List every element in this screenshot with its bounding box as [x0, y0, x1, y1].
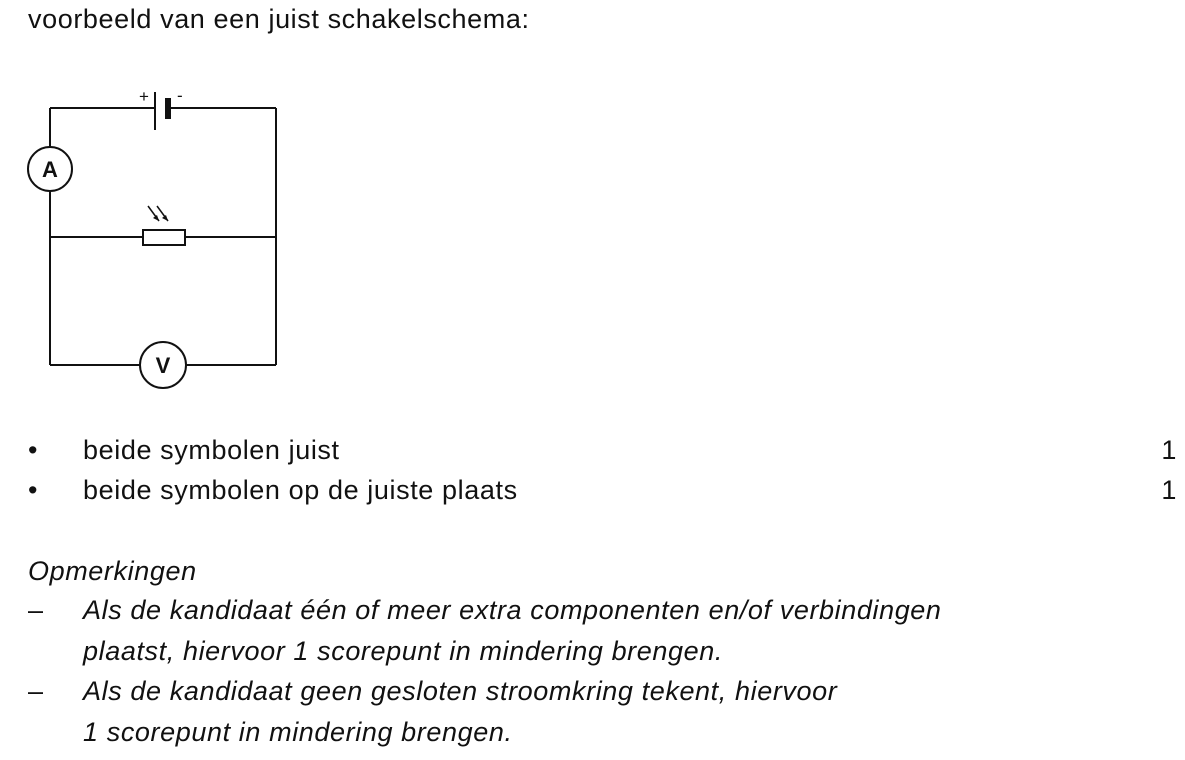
remark-line: 1 scorepunt in mindering brengen. — [83, 717, 513, 747]
criterion-text: beide symbolen juist — [83, 435, 340, 465]
battery-short-plate — [165, 98, 171, 119]
dash: – — [28, 676, 44, 706]
criterion-row — [0, 435, 1185, 475]
remarks-title: Opmerkingen — [28, 556, 197, 586]
voltmeter-label: V — [155, 353, 171, 378]
criterion-row — [0, 475, 1185, 515]
circuit-diagram — [22, 84, 292, 394]
battery-minus-sign: - — [177, 86, 183, 105]
criterion-text: beide symbolen op de juiste plaats — [83, 475, 518, 505]
battery-plus-sign: + — [139, 87, 149, 106]
bullet: • — [28, 475, 39, 505]
ldr-arrowhead-1 — [153, 215, 159, 221]
bullet: • — [28, 435, 39, 465]
page-heading: voorbeeld van een juist schakelschema: — [28, 4, 530, 34]
ldr-arrowhead-2 — [162, 215, 168, 221]
remark-line: plaatst, hiervoor 1 scorepunt in mindering brengen. — [83, 636, 723, 666]
remark-line: Als de kandidaat één of meer extra componenten en/of verbindingen — [83, 595, 942, 625]
remark-line: Als de kandidaat geen gesloten stroomkring tekent, hiervoor — [83, 676, 838, 706]
ammeter-label: A — [42, 157, 58, 182]
criterion-score: 1 — [1161, 435, 1177, 465]
ldr-resistor-body — [143, 230, 185, 245]
dash: – — [28, 595, 44, 625]
criterion-score: 1 — [1161, 475, 1177, 505]
